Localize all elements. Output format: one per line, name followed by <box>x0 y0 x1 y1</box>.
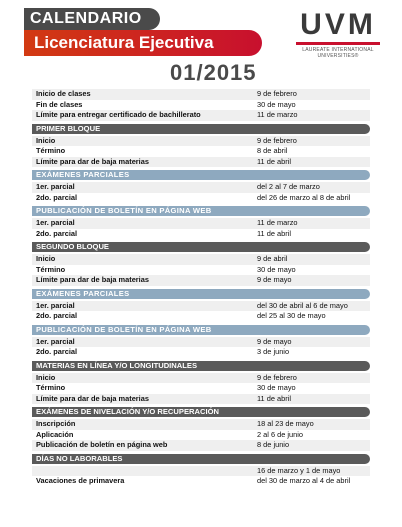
uvm-logo <box>292 10 384 59</box>
row-label: 1er. parcial <box>36 300 75 310</box>
row-label: Límite para entregar certificado de bachillerato <box>36 110 201 119</box>
section-title: MATERIAS EN LÍNEA Y/O LONGITUDINALES <box>32 361 370 371</box>
table-row <box>32 157 370 168</box>
table-row <box>32 182 370 193</box>
table-row <box>32 254 370 265</box>
table-row <box>32 229 370 240</box>
row-label: Término <box>36 264 66 274</box>
table-row <box>32 373 370 384</box>
table-row <box>32 89 370 100</box>
row-value: 9 de febrero <box>257 89 297 98</box>
row-value: 9 de abril <box>257 254 288 263</box>
calendar-section <box>32 361 370 405</box>
table-row <box>32 146 370 157</box>
row-value: 11 de abril <box>257 228 291 238</box>
table-row <box>32 136 370 147</box>
table-row <box>32 311 370 322</box>
row-value: 9 de febrero <box>257 135 297 145</box>
section-rows <box>32 136 370 168</box>
row-label: Inicio <box>36 135 56 145</box>
section-title: SEGUNDO BLOQUE <box>32 242 370 252</box>
row-value: 3 de junio <box>257 347 290 356</box>
row-label: 1er. parcial <box>36 336 75 346</box>
section-title: PUBLICACIÓN DE BOLETÍN EN PÁGINA WEB <box>32 325 370 335</box>
table-row <box>32 466 370 477</box>
row-value: 9 de mayo <box>257 336 292 346</box>
section-title: EXÁMENES PARCIALES <box>32 289 370 299</box>
row-label: 2do. parcial <box>36 347 78 356</box>
table-row <box>32 383 370 394</box>
period-label: 01/2015 <box>170 60 257 85</box>
row-value: 11 de marzo <box>257 110 298 119</box>
section-title: EXÁMENES PARCIALES <box>32 170 370 180</box>
section-title: DÍAS NO LABORABLES <box>32 454 370 464</box>
table-row <box>32 419 370 430</box>
row-value: 11 de abril <box>257 393 291 403</box>
section-rows <box>32 419 370 451</box>
row-value: 2 al 6 de junio <box>257 429 304 439</box>
row-label: Publicación de boletín en página web <box>36 440 168 449</box>
row-value: 30 de mayo <box>257 99 296 109</box>
row-label: Inscripción <box>36 419 76 428</box>
table-row <box>32 476 370 487</box>
table-row <box>32 440 370 451</box>
row-value: 11 de marzo <box>257 218 298 227</box>
row-label: 1er. parcial <box>36 182 75 191</box>
row-value: 16 de marzo y 1 de mayo <box>257 465 341 475</box>
row-label: Inicio <box>36 254 56 263</box>
calendar-section <box>32 170 370 203</box>
section-rows <box>32 373 370 405</box>
row-value: 9 de febrero <box>257 372 297 382</box>
section-title: PRIMER BLOQUE <box>32 124 370 134</box>
table-row <box>32 110 370 121</box>
section-rows <box>32 301 370 322</box>
section-title: PUBLICACIÓN DE BOLETÍN EN PÁGINA WEB <box>32 206 370 216</box>
table-row <box>32 275 370 286</box>
row-value: 9 de mayo <box>257 275 292 284</box>
calendar-section <box>32 89 370 121</box>
section-rows <box>32 182 370 203</box>
row-label: Inicio de clases <box>36 89 91 98</box>
row-label: Límite para dar de baja materias <box>36 393 149 403</box>
table-row <box>32 100 370 111</box>
program-label: Licenciatura Ejecutiva <box>24 30 262 56</box>
row-value: del 25 al 30 de mayo <box>257 311 326 320</box>
row-value: 30 de mayo <box>257 383 296 392</box>
section-rows <box>32 337 370 358</box>
row-value: del 30 de marzo al 4 de abril <box>257 476 351 485</box>
row-label: Aplicación <box>36 429 74 439</box>
header <box>0 0 402 84</box>
table-row <box>32 193 370 204</box>
row-value: del 30 de abril al 6 de mayo <box>257 300 348 310</box>
row-label: 2do. parcial <box>36 228 78 238</box>
row-value: 8 de junio <box>257 440 290 449</box>
calendar-section <box>32 206 370 239</box>
row-value: del 2 al 7 de marzo <box>257 182 320 191</box>
table-row <box>32 347 370 358</box>
section-rows <box>32 254 370 286</box>
row-label: Inicio <box>36 372 56 382</box>
row-label: Límite para dar de baja materias <box>36 156 149 166</box>
calendar-label: CALENDARIO <box>24 8 160 30</box>
calendar-table <box>32 86 370 487</box>
table-row <box>32 394 370 405</box>
table-row <box>32 218 370 229</box>
section-rows <box>32 89 370 121</box>
row-label: 1er. parcial <box>36 218 75 227</box>
calendar-section <box>32 289 370 322</box>
calendar-section <box>32 454 370 487</box>
row-label: Término <box>36 146 66 155</box>
row-label <box>32 466 257 477</box>
section-title: EXÁMENES DE NIVELACIÓN Y/O RECUPERACIÓN <box>32 407 370 417</box>
table-row <box>32 337 370 348</box>
row-value: del 26 de marzo al 8 de abril <box>257 192 351 202</box>
row-label: Fin de clases <box>36 99 83 109</box>
row-label: Término <box>36 383 66 392</box>
logo-subtitle: LAUREATE INTERNATIONAL UNIVERSITIES® <box>302 47 374 59</box>
row-label: Vacaciones de primavera <box>36 476 125 485</box>
calendar-section <box>32 124 370 168</box>
row-label: Límite para dar de baja materias <box>36 275 149 284</box>
section-rows <box>32 466 370 487</box>
row-value: 30 de mayo <box>257 264 296 274</box>
calendar-section <box>32 407 370 451</box>
row-label: 2do. parcial <box>36 311 78 320</box>
row-label: 2do. parcial <box>36 192 78 202</box>
row-value: 18 al 23 de mayo <box>257 419 314 428</box>
table-row <box>32 265 370 276</box>
row-value: 8 de abril <box>257 146 288 155</box>
table-row <box>32 430 370 441</box>
table-row <box>32 301 370 312</box>
section-rows <box>32 218 370 239</box>
logo-accent-bar <box>296 42 380 45</box>
row-value: 11 de abril <box>257 156 291 166</box>
logo-text: UVM <box>300 8 376 41</box>
calendar-section <box>32 325 370 358</box>
calendar-section <box>32 242 370 286</box>
